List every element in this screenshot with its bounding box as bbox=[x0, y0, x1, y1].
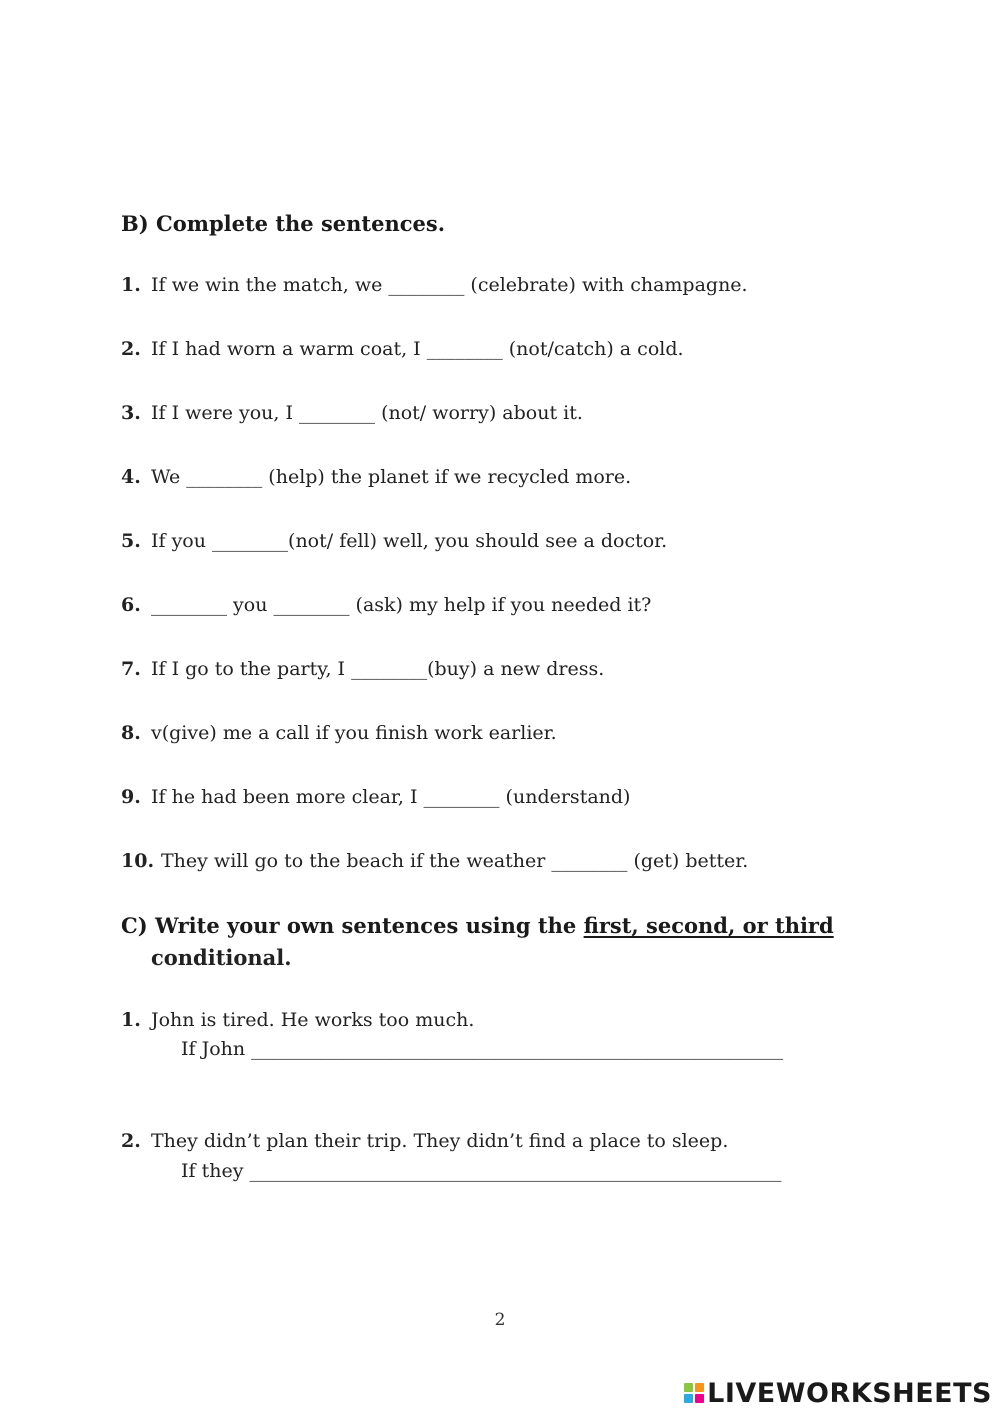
answer-line-c-1[interactable]: If John ________________________________________________________ bbox=[181, 1038, 784, 1060]
item-number: 4. bbox=[121, 466, 141, 488]
exercise-b-6 bbox=[121, 594, 651, 616]
brand-name: LIVEWORKSHEETS bbox=[707, 1377, 992, 1409]
section-b-heading: B) Complete the sentences. bbox=[121, 211, 446, 236]
item-text: John is tired. He works too much. bbox=[151, 1009, 475, 1031]
item-number: 1. bbox=[121, 274, 141, 296]
item-number: 1. bbox=[121, 1009, 141, 1031]
item-number: 5. bbox=[121, 530, 141, 552]
exercise-c-1 bbox=[121, 1009, 474, 1031]
exercise-b-8 bbox=[121, 722, 557, 744]
item-text: We ________ (help) the planet if we recycled more. bbox=[151, 466, 632, 488]
item-number: 6. bbox=[121, 594, 141, 616]
item-text: v(give) me a call if you finish work earlier. bbox=[151, 722, 557, 744]
page-number: 2 bbox=[494, 1310, 506, 1330]
item-number: 2. bbox=[121, 338, 141, 360]
item-number: 2. bbox=[121, 1130, 141, 1152]
item-text: They will go to the beach if the weather ________ (get) better. bbox=[161, 850, 749, 872]
item-number: 7. bbox=[121, 658, 141, 680]
liveworksheets-logo bbox=[684, 1378, 992, 1408]
item-text: ________ you ________ (ask) my help if you needed it? bbox=[151, 594, 652, 616]
section-c-heading bbox=[121, 913, 834, 938]
logo-grid-icon bbox=[684, 1383, 704, 1403]
exercise-c-2 bbox=[121, 1130, 728, 1152]
item-number: 9. bbox=[121, 786, 141, 808]
item-text: They didn’t plan their trip. They didn’t find a place to sleep. bbox=[151, 1130, 729, 1152]
exercise-b-4 bbox=[121, 466, 631, 488]
item-number: 8. bbox=[121, 722, 141, 744]
exercise-b-5 bbox=[121, 530, 667, 552]
exercise-b-2 bbox=[121, 338, 684, 360]
section-c-heading-cont: conditional. bbox=[151, 945, 292, 970]
item-number: 3. bbox=[121, 402, 141, 424]
item-text: If I go to the party, I ________(buy) a new dress. bbox=[151, 658, 605, 680]
section-c-heading-prefix: C) Write your own sentences using the bbox=[121, 913, 584, 938]
exercise-b-10 bbox=[121, 850, 748, 872]
item-text: If he had been more clear, I ________ (understand) bbox=[151, 786, 631, 808]
item-number: 10. bbox=[121, 850, 155, 872]
section-c-heading-underlined: first, second, or third bbox=[583, 913, 834, 938]
item-text: If we win the match, we ________ (celebrate) with champagne. bbox=[151, 274, 748, 296]
exercise-b-3 bbox=[121, 402, 583, 424]
exercise-b-1 bbox=[121, 274, 748, 296]
item-text: If I were you, I ________ (not/ worry) about it. bbox=[151, 402, 583, 424]
item-text: If you ________(not/ fell) well, you should see a doctor. bbox=[151, 530, 668, 552]
exercise-b-9 bbox=[121, 786, 630, 808]
item-text: If I had worn a warm coat, I ________ (not/catch) a cold. bbox=[151, 338, 684, 360]
answer-line-c-2[interactable]: If they ________________________________________________________ bbox=[181, 1160, 782, 1182]
exercise-b-7 bbox=[121, 658, 604, 680]
